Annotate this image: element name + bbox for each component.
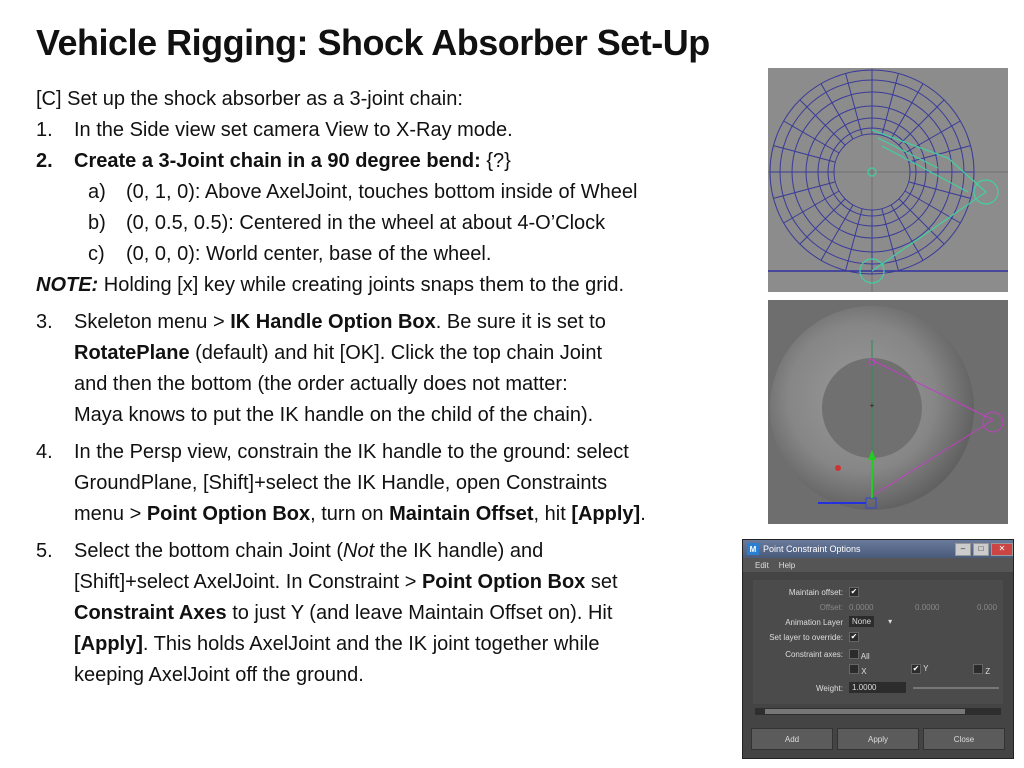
step-text: (default) and hit [OK]. Click the top chain Joint [189, 342, 603, 364]
close-button[interactable]: Close [923, 728, 1005, 750]
wheel-shaded-image [768, 300, 1008, 524]
step-text: Skeleton menu > [74, 311, 231, 333]
animation-layer-select[interactable]: None [849, 616, 874, 627]
substep-text: (0, 0, 0): World center, base of the wheel. [126, 243, 492, 265]
step-text: GroundPlane, [Shift]+select the IK Handle, open Constraints [74, 472, 608, 494]
substep-text: (0, 0.5, 0.5): Centered in the wheel at about 4-O’Clock [126, 212, 606, 234]
options-panel [753, 580, 1003, 704]
weight-field[interactable]: 1.0000 [849, 682, 906, 693]
step-text: [Shift]+select AxelJoint. In Constraint > [74, 571, 422, 593]
substep-text: (0, 1, 0): Above AxelJoint, touches bottom inside of Wheel [126, 181, 638, 203]
weight-slider[interactable] [913, 687, 999, 689]
z-label: Z [985, 667, 991, 676]
step-2 [36, 146, 736, 177]
dialog-menu-bar [743, 558, 1013, 572]
step-text: to just Y (and leave Maintain Offset on). Hit [226, 602, 613, 624]
step-number: 2. [36, 150, 53, 172]
step-text: menu > [74, 503, 147, 525]
step-5 [36, 536, 736, 691]
all-label: All [860, 652, 870, 661]
chevron-down-icon[interactable]: ▾ [888, 617, 893, 626]
substep-letter: c) [88, 243, 105, 265]
step-text: . Be sure it is set to [435, 311, 606, 333]
dialog-buttons [751, 728, 1005, 750]
offset-x-field: 0.0000 [849, 603, 874, 612]
dialog-title-bar [743, 540, 1013, 558]
substep-b [36, 208, 736, 239]
step-bold-text: [Apply] [571, 503, 641, 525]
step-italic-text: Not [343, 540, 375, 562]
y-checkbox[interactable]: ✔ [912, 664, 920, 673]
z-checkbox[interactable] [973, 664, 983, 674]
step-text: Select the bottom chain Joint ( [74, 540, 344, 562]
close-icon[interactable]: ✕ [991, 543, 1013, 556]
animation-layer-label: Animation Layer [785, 618, 843, 627]
note-label: NOTE: [36, 274, 99, 296]
slide-title: Vehicle Rigging: Shock Absorber Set-Up [36, 22, 710, 63]
step-bold-text: RotatePlane [74, 342, 190, 364]
side-view-xray-screenshot [768, 68, 1008, 292]
step-text: , turn on [310, 503, 390, 525]
step-bold-text: IK Handle Option Box [230, 311, 436, 333]
wheel-wireframe-image [768, 68, 1008, 292]
point-constraint-options-dialog [742, 539, 1014, 759]
step-text: the IK handle) and [374, 540, 544, 562]
step-bold-text: Point Option Box [421, 571, 586, 593]
substep-letter: a) [88, 181, 106, 203]
x-label: X [861, 667, 867, 676]
set-layer-label: Set layer to override: [769, 633, 843, 642]
maintain-offset-checkbox[interactable]: ✔ [850, 587, 858, 596]
step-1 [36, 115, 736, 146]
intro-line: [C] Set up the shock absorber as a 3-joint chain: [36, 88, 463, 110]
persp-view-screenshot [768, 300, 1008, 524]
menu-help[interactable]: Help [778, 560, 796, 570]
offset-y-field: 0.0000 [915, 603, 940, 612]
note-text: Holding [x] key while creating joints snaps them to the grid. [98, 274, 625, 296]
step-number: 5. [36, 540, 53, 562]
step-text: , hit [533, 503, 572, 525]
step-text: and then the bottom (the order actually does not matter: [74, 373, 568, 395]
step-4 [36, 437, 736, 530]
step-number: 4. [36, 441, 53, 463]
step-bold-text: Maintain Offset [389, 503, 534, 525]
step-bold-text: [Apply] [74, 633, 143, 655]
constraint-axes-label: Constraint axes: [785, 650, 843, 659]
step-bold-text: Create a 3-Joint chain in a 90 degree bend: [74, 150, 481, 172]
apply-button[interactable]: Apply [837, 728, 919, 750]
step-text: . [640, 503, 646, 525]
dialog-title: Point Constraint Options [763, 544, 861, 554]
add-button[interactable]: Add [751, 728, 833, 750]
maya-logo-icon: M [747, 543, 759, 555]
note-line [36, 270, 736, 301]
maximize-icon[interactable]: □ [973, 543, 989, 556]
step-bold-text: Constraint Axes [74, 602, 227, 624]
slide-body [36, 84, 736, 691]
weight-label: Weight: [816, 684, 843, 693]
horizontal-scrollbar[interactable] [755, 708, 1001, 715]
menu-edit[interactable]: Edit [755, 560, 769, 570]
substep-c [36, 239, 736, 270]
step-bold-text: Point Option Box [146, 503, 311, 525]
scrollbar-thumb[interactable] [765, 709, 965, 714]
step-text: In the Persp view, constrain the IK handle to the ground: select [74, 441, 629, 463]
step-text: set [585, 571, 618, 593]
step-3 [36, 307, 736, 431]
offset-label: Offset: [819, 603, 843, 612]
minimize-icon[interactable]: – [955, 543, 971, 556]
step-text: . This holds AxelJoint and the IK joint together while [142, 633, 600, 655]
step-text: Maya knows to put the IK handle on the child of the chain). [74, 404, 594, 426]
step-text: {?} [480, 150, 511, 172]
offset-z-field: 0.000 [977, 603, 998, 612]
substep-letter: b) [88, 212, 106, 234]
step-text: In the Side view set camera View to X-Ray mode. [74, 119, 513, 141]
step-number: 1. [36, 119, 53, 141]
all-checkbox[interactable] [849, 649, 859, 659]
substep-a [36, 177, 736, 208]
set-layer-checkbox[interactable]: ✔ [850, 632, 858, 641]
step-number: 3. [36, 311, 53, 333]
maintain-offset-label: Maintain offset: [788, 588, 843, 597]
y-label: Y [923, 664, 929, 673]
x-checkbox[interactable] [849, 664, 859, 674]
svg-text:+: + [869, 401, 875, 410]
step-text: keeping AxelJoint off the ground. [74, 664, 364, 686]
